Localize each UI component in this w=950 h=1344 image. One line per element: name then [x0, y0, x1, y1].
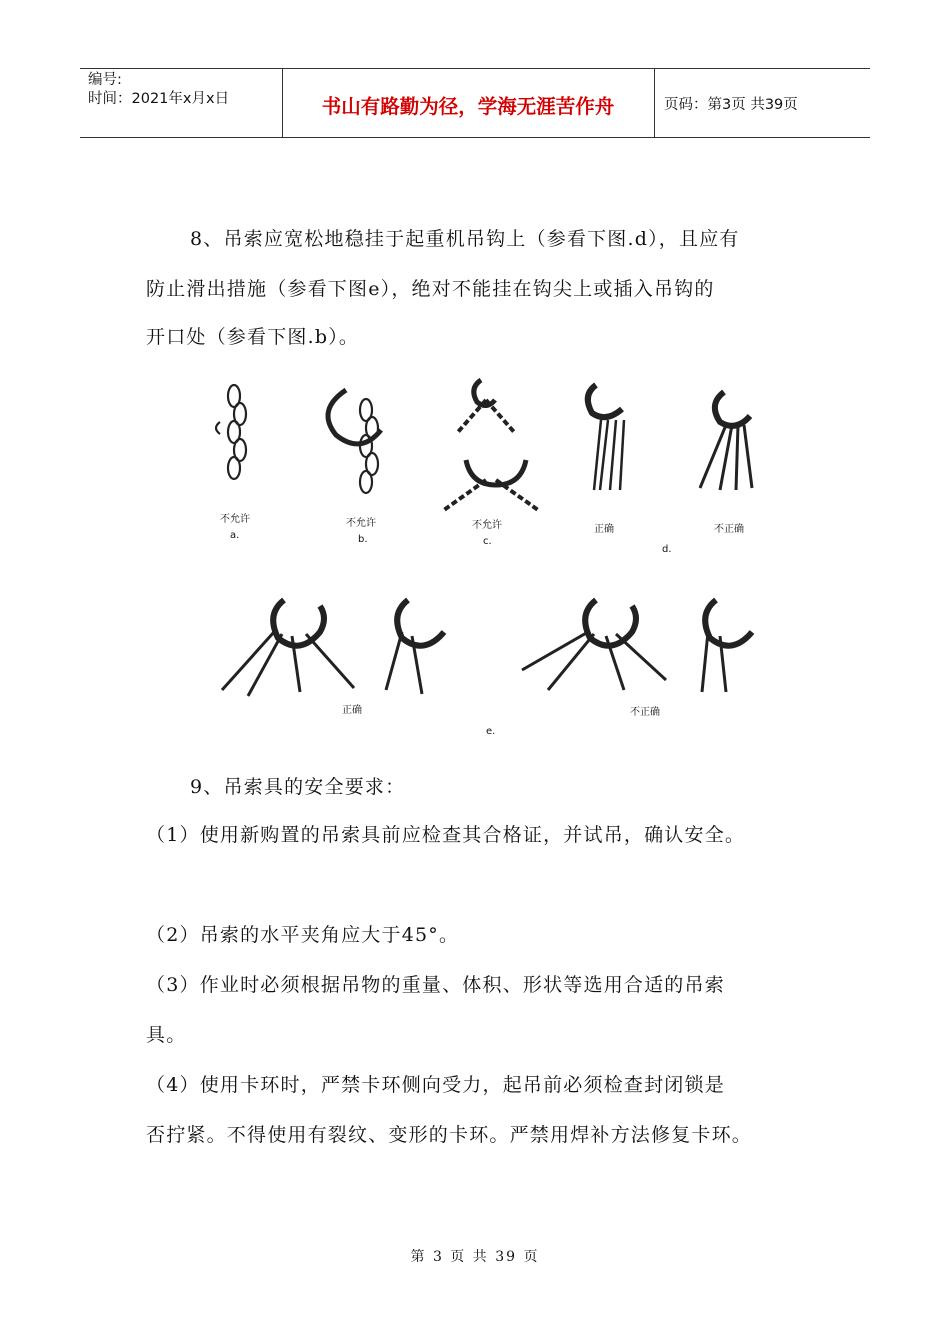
paragraph-8-line-1: 8、吊索应宽松地稳挂于起重机吊钩上（参看下图.d），且应有 [190, 228, 740, 250]
label-a-letter: a. [230, 530, 240, 541]
label-d-incorrect: 不正确 [714, 524, 744, 535]
label-b-letter: b. [358, 534, 368, 545]
hook-sling-figure [196, 370, 770, 744]
label-d-letter: d. [662, 544, 672, 555]
item-4-line-2: 否拧紧。不得使用有裂纹、变形的卡环。严禁用焊补方法修复卡环。 [146, 1124, 753, 1146]
serial-label: 编号: [88, 72, 122, 88]
item-3-line-1: （3）作业时必须根据吊物的重量、体积、形状等选用合适的吊索 [146, 974, 725, 996]
figure-a-chain [216, 385, 246, 479]
paragraph-9-heading: 9、吊索具的安全要求： [190, 776, 406, 798]
figure-b-hook [328, 390, 381, 493]
item-1-text: （1）使用新购置的吊索具前应检查其合格证，并试吊，确认安全。 [146, 824, 746, 846]
item-4-line-1: （4）使用卡环时，严禁卡环侧向受力，起吊前必须检查封闭锁是 [146, 1074, 725, 1096]
figure-d-hooks [588, 385, 752, 490]
header-motto-cell [282, 69, 655, 137]
label-b-status: 不允许 [346, 518, 376, 529]
hook-sling-illustration [196, 370, 770, 744]
figure-e-hooks [222, 600, 752, 696]
label-e-correct: 正确 [342, 705, 362, 716]
paragraph-8-line-2: 防止滑出措施（参看下图e），绝对不能挂在钩尖上或插入吊钩的 [146, 278, 715, 300]
label-a-status: 不允许 [220, 514, 250, 525]
page-header [80, 68, 870, 138]
item-2-text: （2）吊索的水平夹角应大于45°。 [146, 924, 460, 946]
motto-text: 书山有路勤为径，学海无涯苦作舟 [321, 95, 615, 118]
page-info: 页码：第3页 共39页 [664, 97, 798, 113]
header-info-cell [80, 69, 283, 137]
label-d-correct: 正确 [594, 524, 614, 535]
label-c-letter: c. [483, 536, 492, 547]
paragraph-8-line-3: 开口处（参看下图.b）。 [146, 326, 360, 348]
item-3-line-2: 具。 [146, 1024, 187, 1046]
date-label: 时间：2021年x月x日 [88, 91, 230, 107]
page-footer: 第 3 页 共 39 页 [410, 1249, 540, 1265]
label-e-incorrect: 不正确 [630, 707, 660, 718]
figure-c-hooks [444, 380, 538, 510]
label-e-letter: e. [486, 726, 496, 737]
header-page-cell [654, 69, 870, 137]
label-c-status: 不允许 [472, 520, 502, 531]
